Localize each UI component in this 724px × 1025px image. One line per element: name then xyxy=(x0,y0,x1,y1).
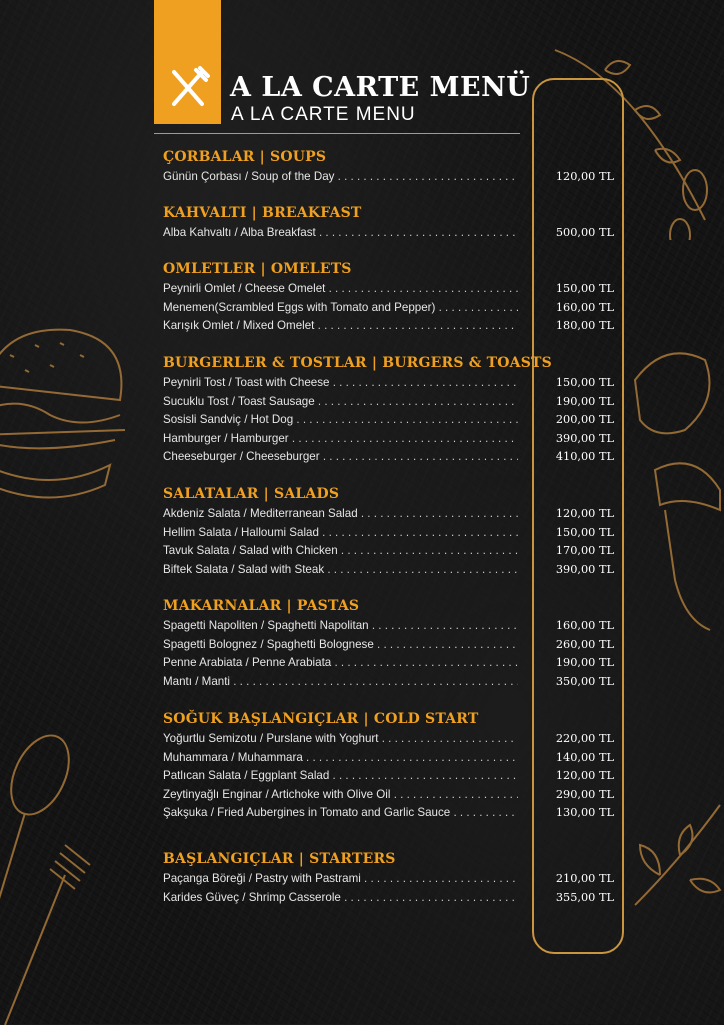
item-name: Tavuk Salata / Salad with Chicken . . . xyxy=(163,542,518,561)
item-price: 120,00 TL xyxy=(555,170,614,183)
item-price: 260,00 TL xyxy=(555,637,614,651)
item-price: 120,00 TL xyxy=(555,507,614,520)
menu-section-salads xyxy=(163,483,618,579)
item-name: Sosisli Sandviç / Hot Dog . . . xyxy=(163,411,518,430)
item-name: Paçanga Böreği / Pastry with Pastrami . . . xyxy=(163,870,518,889)
section-title: MAKARNALAR | PASTAS xyxy=(163,598,360,614)
item-price: 150,00 TL xyxy=(555,282,614,295)
item-price: 500,00 TL xyxy=(555,226,614,239)
menu-item xyxy=(163,393,618,412)
menu-item xyxy=(163,505,618,524)
item-name: Penne Arabiata / Penne Arabiata . . . xyxy=(163,654,518,673)
menu-section-starters xyxy=(163,848,618,907)
menu-item xyxy=(163,374,618,393)
item-name: Spagetti Napoliten / Spaghetti Napolitan . . . xyxy=(163,617,518,636)
menu-section-breakfast xyxy=(163,202,618,243)
section-title: BAŞLANGIÇLAR | STARTERS xyxy=(163,851,396,867)
item-name: Muhammara / Muhammara . . . xyxy=(163,749,518,768)
menu-item xyxy=(163,448,618,467)
menu-section-burgers-toasts xyxy=(163,352,618,467)
item-name: Peynirli Omlet / Cheese Omelet . . . xyxy=(163,280,518,299)
page-subtitle: A LA CARTE MENU xyxy=(231,104,416,125)
item-name: Hamburger / Hamburger . . . xyxy=(163,430,518,449)
item-price: 390,00 TL xyxy=(555,431,614,445)
item-name: Cheeseburger / Cheeseburger . . . xyxy=(163,448,518,467)
menu-item xyxy=(163,889,618,908)
pepper-mushroom-illustration xyxy=(625,320,724,640)
item-price: 210,00 TL xyxy=(555,872,614,885)
item-name: Akdeniz Salata / Mediterranean Salad . . . xyxy=(163,505,518,524)
item-price: 355,00 TL xyxy=(555,890,614,904)
section-title: SOĞUK BAŞLANGIÇLAR | COLD START xyxy=(163,711,479,727)
item-price: 220,00 TL xyxy=(555,732,614,745)
menu-item xyxy=(163,636,618,655)
item-price: 120,00 TL xyxy=(555,769,614,783)
section-title: OMLETLER | OMELETS xyxy=(163,261,352,277)
section-title: BURGERLER & TOSTLAR | BURGERS & TOASTS xyxy=(163,355,552,371)
item-name: Şakşuka / Fried Aubergines in Tomato and Garlic Sauce . . . xyxy=(163,804,518,823)
menu-item xyxy=(163,524,618,543)
menu-item xyxy=(163,786,618,805)
header-divider xyxy=(154,133,520,134)
menu-item xyxy=(163,767,618,786)
item-price: 410,00 TL xyxy=(555,450,614,464)
item-name: Yoğurtlu Semizotu / Purslane with Yoghurt . . . xyxy=(163,730,518,749)
menu-item xyxy=(163,430,618,449)
menu-section-soups xyxy=(163,146,618,187)
item-name: Mantı / Manti . . . xyxy=(163,673,518,692)
logo-box xyxy=(154,0,221,124)
item-name: Hellim Salata / Halloumi Salad . . . xyxy=(163,524,518,543)
menu-section-omelets xyxy=(163,258,618,336)
leaf-sprig-illustration xyxy=(630,800,724,910)
item-price: 150,00 TL xyxy=(555,525,614,539)
item-price: 190,00 TL xyxy=(555,394,614,408)
item-price: 290,00 TL xyxy=(555,787,614,801)
item-price: 190,00 TL xyxy=(555,656,614,670)
menu-section-pastas xyxy=(163,595,618,691)
fork-knife-icon xyxy=(166,66,210,110)
item-price: 140,00 TL xyxy=(555,750,614,764)
menu-item xyxy=(163,542,618,561)
item-price: 170,00 TL xyxy=(555,544,614,558)
section-title: KAHVALTI | BREAKFAST xyxy=(163,205,362,221)
menu-item xyxy=(163,749,618,768)
item-name: Karides Güveç / Shrimp Casserole . . . xyxy=(163,889,518,908)
item-price: 130,00 TL xyxy=(555,806,614,820)
section-title: ÇORBALAR | SOUPS xyxy=(163,149,327,165)
menu-item xyxy=(163,673,618,692)
menu-item xyxy=(163,804,618,823)
item-price: 160,00 TL xyxy=(555,619,614,632)
menu-item xyxy=(163,411,618,430)
item-name: Sucuklu Tost / Toast Sausage . . . xyxy=(163,393,518,412)
menu-item xyxy=(163,617,618,636)
item-name: Menemen(Scrambled Eggs with Tomato and Pepper) . . . xyxy=(163,299,518,318)
item-name: Zeytinyağlı Enginar / Artichoke with Olive Oil . . . xyxy=(163,786,518,805)
menu-item xyxy=(163,561,618,580)
item-price: 350,00 TL xyxy=(555,674,614,688)
item-name: Peynirli Tost / Toast with Cheese . . . xyxy=(163,374,518,393)
menu-item xyxy=(163,299,618,318)
item-price: 150,00 TL xyxy=(555,376,614,389)
item-name: Alba Kahvaltı / Alba Breakfast . . . xyxy=(163,224,518,243)
item-name: Spagetti Bolognez / Spaghetti Bolognese . . . xyxy=(163,636,518,655)
item-price: 200,00 TL xyxy=(555,413,614,427)
menu-item xyxy=(163,730,618,749)
item-name: Patlıcan Salata / Eggplant Salad . . . xyxy=(163,767,518,786)
item-price: 180,00 TL xyxy=(555,319,614,333)
spoon-fork-illustration xyxy=(0,725,115,1025)
menu-item xyxy=(163,280,618,299)
item-price: 390,00 TL xyxy=(555,562,614,576)
menu-item xyxy=(163,654,618,673)
item-name: Biftek Salata / Salad with Steak . . . xyxy=(163,561,518,580)
menu-item xyxy=(163,168,618,187)
item-name: Karışık Omlet / Mixed Omelet . . . xyxy=(163,317,518,336)
menu-section-cold-start xyxy=(163,708,618,823)
section-title: SALATALAR | SALADS xyxy=(163,486,340,502)
menu-item xyxy=(163,870,618,889)
menu-item xyxy=(163,317,618,336)
page-title: A LA CARTE MENÜ xyxy=(230,72,531,103)
item-price: 160,00 TL xyxy=(555,300,614,314)
menu-item xyxy=(163,224,618,243)
burger-illustration xyxy=(0,315,140,515)
item-name: Günün Çorbası / Soup of the Day . . . xyxy=(163,168,518,187)
